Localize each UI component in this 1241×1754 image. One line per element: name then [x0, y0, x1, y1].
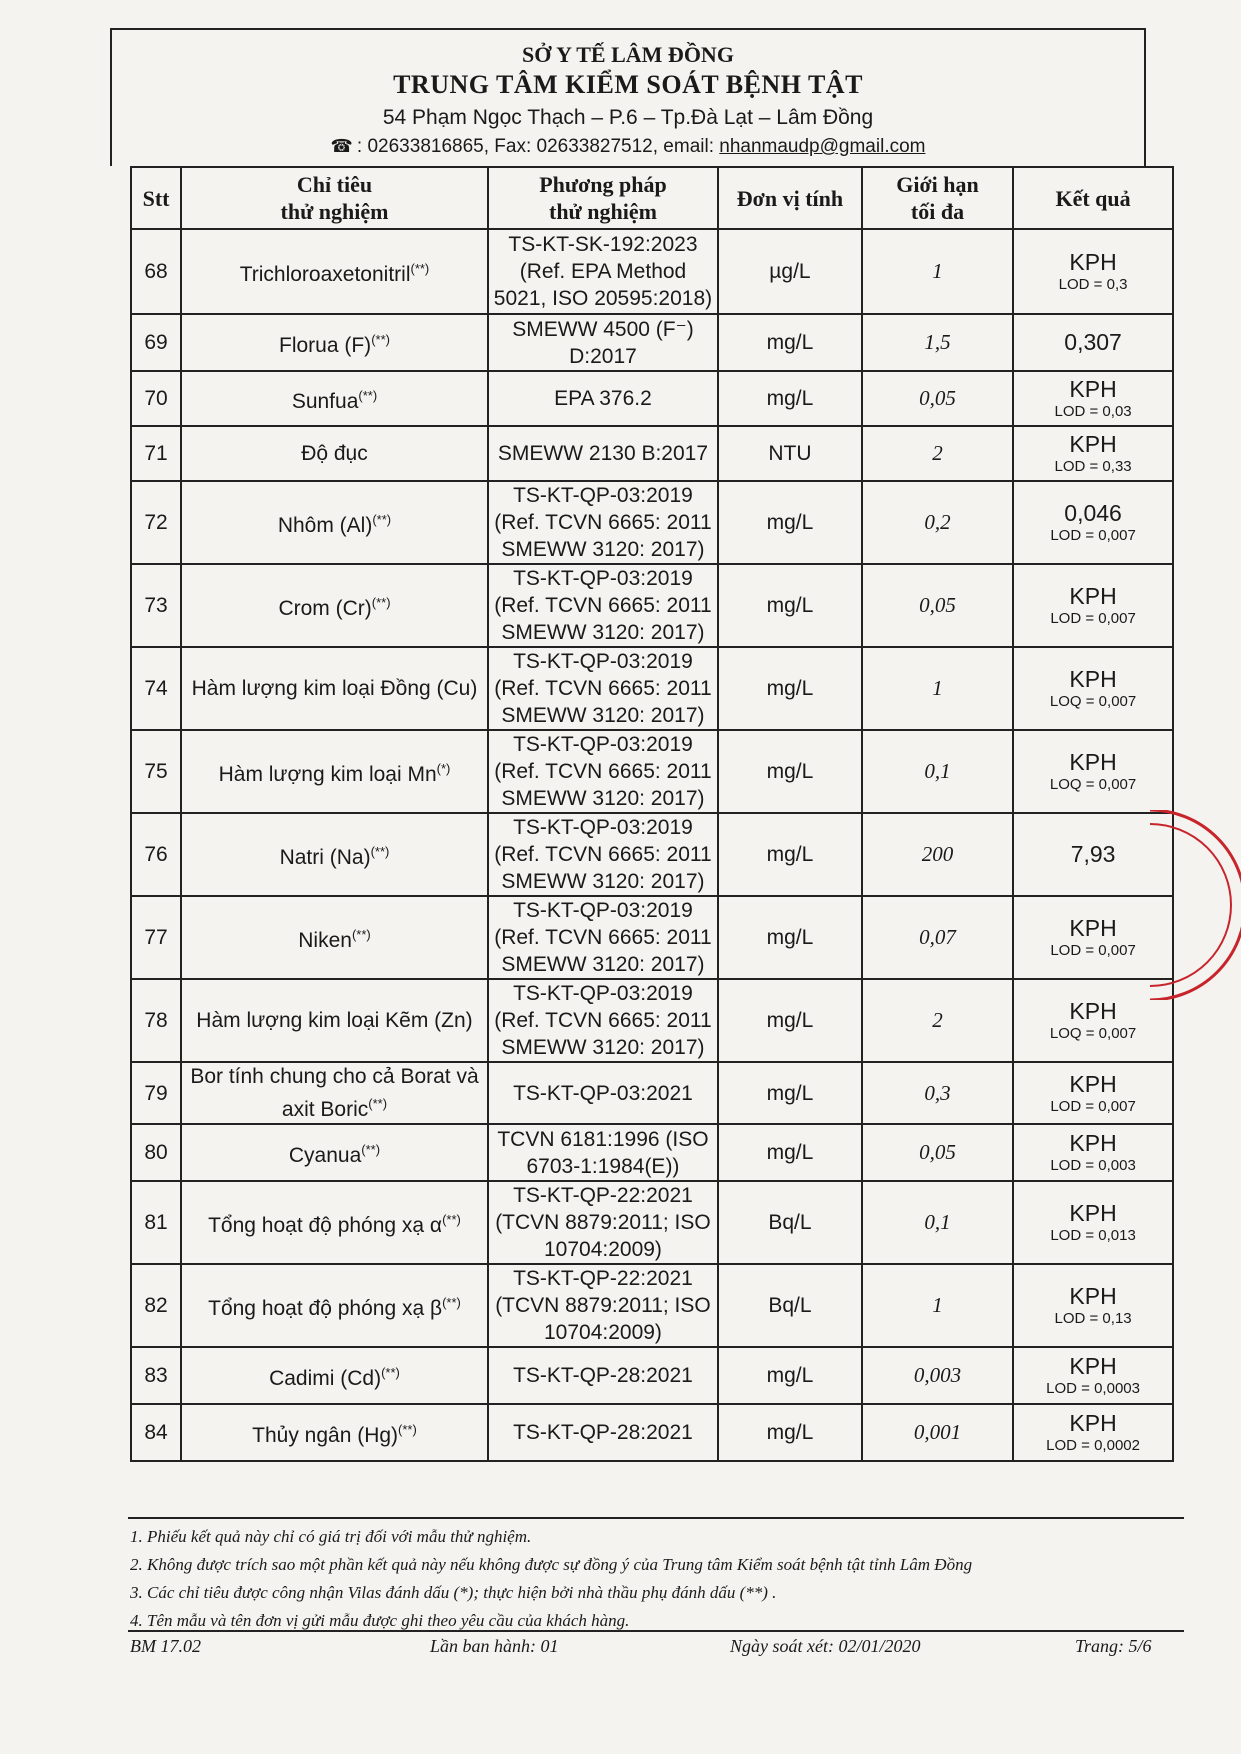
- form-code: BM 17.02: [130, 1636, 201, 1656]
- cell-stt: 74: [131, 647, 181, 730]
- cell-result: KPH LOD = 0,0003: [1013, 1347, 1173, 1404]
- cell-stt: 84: [131, 1404, 181, 1461]
- cell-result: KPH LOD = 0,3: [1013, 229, 1173, 314]
- note-item: 3. Các chỉ tiêu được công nhận Vilas đánh dấu (*); thực hiện bởi nhà thầu phụ đánh dấu (**) .: [130, 1583, 777, 1602]
- cell-method: TS-KT-QP-03:2019 (Ref. TCVN 6665: 2011 SMEWW 3120: 2017): [488, 730, 718, 813]
- cell-stt: 78: [131, 979, 181, 1062]
- cell-unit: µg/L: [718, 229, 862, 314]
- cell-stt: 77: [131, 896, 181, 979]
- document-header: [110, 28, 1146, 166]
- cell-method: TS-KT-QP-22:2021 (TCVN 8879:2011; ISO 10704:2009): [488, 1181, 718, 1264]
- cell-stt: 75: [131, 730, 181, 813]
- cell-stt: 73: [131, 564, 181, 647]
- cell-method: TS-KT-SK-192:2023 (Ref. EPA Method 5021, ISO 20595:2018): [488, 229, 718, 314]
- cell-indicator: Hàm lượng kim loại Đồng (Cu): [181, 647, 488, 730]
- cell-limit: 2: [862, 979, 1013, 1062]
- table-row: [131, 564, 1173, 647]
- cell-result: KPH LOQ = 0,007: [1013, 730, 1173, 813]
- cell-result: KPH LOD = 0,007: [1013, 564, 1173, 647]
- table-row: [131, 1124, 1173, 1181]
- table-row: [131, 481, 1173, 564]
- cell-method: TS-KT-QP-03:2019 (Ref. TCVN 6665: 2011 SMEWW 3120: 2017): [488, 979, 718, 1062]
- cell-stt: 81: [131, 1181, 181, 1264]
- table-body: [131, 229, 1173, 1461]
- cell-limit: 200: [862, 813, 1013, 896]
- cell-result: 0,046 LOD = 0,007: [1013, 481, 1173, 564]
- col-header-limit: Giới hạn tối đa: [862, 167, 1013, 229]
- cell-unit: Bq/L: [718, 1264, 862, 1347]
- cell-method: TCVN 6181:1996 (ISO 6703-1:1984(E)): [488, 1124, 718, 1181]
- cell-result: KPH LOD = 0,007: [1013, 896, 1173, 979]
- org-contact: [112, 136, 1144, 158]
- cell-limit: 0,1: [862, 730, 1013, 813]
- cell-unit: mg/L: [718, 564, 862, 647]
- cell-result: KPH LOD = 0,003: [1013, 1124, 1173, 1181]
- cell-limit: 0,05: [862, 371, 1013, 426]
- cell-result: KPH LOD = 0,007: [1013, 1062, 1173, 1124]
- cell-unit: mg/L: [718, 481, 862, 564]
- table-row: [131, 314, 1173, 371]
- cell-stt: 69: [131, 314, 181, 371]
- cell-result: 0,307: [1013, 314, 1173, 371]
- cell-method: TS-KT-QP-03:2019 (Ref. TCVN 6665: 2011 SMEWW 3120: 2017): [488, 564, 718, 647]
- cell-unit: mg/L: [718, 647, 862, 730]
- cell-indicator: Độ đục: [181, 426, 488, 481]
- cell-limit: 2: [862, 426, 1013, 481]
- cell-limit: 0,2: [862, 481, 1013, 564]
- cell-limit: 1: [862, 229, 1013, 314]
- cell-limit: 0,05: [862, 1124, 1013, 1181]
- cell-method: SMEWW 2130 B:2017: [488, 426, 718, 481]
- cell-limit: 1,5: [862, 314, 1013, 371]
- table-row: [131, 1062, 1173, 1124]
- cell-limit: 0,3: [862, 1062, 1013, 1124]
- cell-indicator: Sunfua(**): [181, 371, 488, 426]
- cell-unit: Bq/L: [718, 1181, 862, 1264]
- table-header-row: [131, 167, 1173, 229]
- cell-unit: mg/L: [718, 1347, 862, 1404]
- cell-limit: 0,003: [862, 1347, 1013, 1404]
- cell-result: KPH LOD = 0,03: [1013, 371, 1173, 426]
- footer-divider: [128, 1630, 1184, 1632]
- cell-result: KPH LOQ = 0,007: [1013, 979, 1173, 1062]
- cell-limit: 1: [862, 647, 1013, 730]
- cell-unit: mg/L: [718, 896, 862, 979]
- edition: Lần ban hành: 01: [430, 1636, 559, 1656]
- cell-method: TS-KT-QP-03:2019 (Ref. TCVN 6665: 2011 SMEWW 3120: 2017): [488, 896, 718, 979]
- cell-method: TS-KT-QP-28:2021: [488, 1404, 718, 1461]
- cell-indicator: Thủy ngân (Hg)(**): [181, 1404, 488, 1461]
- cell-unit: mg/L: [718, 1124, 862, 1181]
- cell-indicator: Hàm lượng kim loại Kẽm (Zn): [181, 979, 488, 1062]
- cell-unit: mg/L: [718, 371, 862, 426]
- cell-method: TS-KT-QP-03:2019 (Ref. TCVN 6665: 2011 SMEWW 3120: 2017): [488, 813, 718, 896]
- table-row: [131, 426, 1173, 481]
- cell-indicator: Tổng hoạt độ phóng xạ α(**): [181, 1181, 488, 1264]
- cell-stt: 76: [131, 813, 181, 896]
- cell-stt: 71: [131, 426, 181, 481]
- table-row: [131, 1264, 1173, 1347]
- contact-email: nhanmaudp@gmail.com: [719, 136, 926, 157]
- cell-method: TS-KT-QP-28:2021: [488, 1347, 718, 1404]
- cell-method: TS-KT-QP-03:2019 (Ref. TCVN 6665: 2011 SMEWW 3120: 2017): [488, 481, 718, 564]
- note-item: 2. Không được trích sao một phần kết quả này nếu không được sự đồng ý của Trung tâm Kiểm soát bệnh tật tỉnh Lâm Đồng: [130, 1555, 973, 1574]
- table-row: [131, 371, 1173, 426]
- cell-method: EPA 376.2: [488, 371, 718, 426]
- cell-limit: 0,1: [862, 1181, 1013, 1264]
- cell-indicator: Cyanua(**): [181, 1124, 488, 1181]
- table-row: [131, 730, 1173, 813]
- cell-unit: mg/L: [718, 730, 862, 813]
- cell-unit: mg/L: [718, 813, 862, 896]
- cell-limit: 1: [862, 1264, 1013, 1347]
- table-row: [131, 229, 1173, 314]
- org-address: 54 Phạm Ngọc Thạch – P.6 – Tp.Đà Lạt – Lâm Đồng: [382, 106, 874, 129]
- cell-unit: mg/L: [718, 314, 862, 371]
- cell-stt: 68: [131, 229, 181, 314]
- contact-numbers: : 02633816865, Fax: 02633827512, email:: [356, 136, 720, 157]
- col-header-stt: Stt: [131, 167, 181, 229]
- note-item: 4. Tên mẫu và tên đơn vị gửi mẫu được ghi theo yêu cầu của khách hàng.: [130, 1611, 630, 1630]
- notes-divider: [128, 1517, 1184, 1519]
- cell-indicator: Tổng hoạt độ phóng xạ β(**): [181, 1264, 488, 1347]
- cell-stt: 70: [131, 371, 181, 426]
- org-name: TRUNG TÂM KIỂM SOÁT BỆNH TẬT: [393, 70, 863, 99]
- table-row: [131, 896, 1173, 979]
- cell-indicator: Trichloroaxetonitril(**): [181, 229, 488, 314]
- cell-result: 7,93: [1013, 813, 1173, 896]
- cell-result: KPH LOD = 0,13: [1013, 1264, 1173, 1347]
- col-header-method: Phương pháp thử nghiệm: [488, 167, 718, 229]
- table-row: [131, 1347, 1173, 1404]
- cell-result: KPH LOD = 0,33: [1013, 426, 1173, 481]
- cell-stt: 83: [131, 1347, 181, 1404]
- cell-indicator: Natri (Na)(**): [181, 813, 488, 896]
- cell-method: SMEWW 4500 (F⁻) D:2017: [488, 314, 718, 371]
- cell-limit: 0,07: [862, 896, 1013, 979]
- cell-indicator: Hàm lượng kim loại Mn(*): [181, 730, 488, 813]
- red-stamp-seal: [1130, 810, 1241, 1000]
- table-row: [131, 647, 1173, 730]
- cell-result: KPH LOQ = 0,007: [1013, 647, 1173, 730]
- cell-indicator: Florua (F)(**): [181, 314, 488, 371]
- cell-result: KPH LOD = 0,0002: [1013, 1404, 1173, 1461]
- table-row: [131, 1404, 1173, 1461]
- cell-indicator: Cadimi (Cd)(**): [181, 1347, 488, 1404]
- col-header-unit: Đơn vị tính: [718, 167, 862, 229]
- cell-indicator: Nhôm (Al)(**): [181, 481, 488, 564]
- cell-indicator: Niken(**): [181, 896, 488, 979]
- cell-method: TS-KT-QP-03:2019 (Ref. TCVN 6665: 2011 SMEWW 3120: 2017): [488, 647, 718, 730]
- notes-section: [130, 1523, 1190, 1635]
- col-header-result: Kết quả: [1013, 167, 1173, 229]
- review-date: Ngày soát xét: 02/01/2020: [730, 1636, 921, 1656]
- cell-stt: 72: [131, 481, 181, 564]
- telephone-icon: ☎: [330, 136, 353, 156]
- cell-indicator: Bor tính chung cho cả Borat và axit Boric(**): [181, 1062, 488, 1124]
- page-number: Trang: 5/6: [1075, 1636, 1152, 1656]
- cell-stt: 79: [131, 1062, 181, 1124]
- cell-unit: NTU: [718, 426, 862, 481]
- table-row: [131, 1181, 1173, 1264]
- cell-unit: mg/L: [718, 1404, 862, 1461]
- cell-method: TS-KT-QP-22:2021 (TCVN 8879:2011; ISO 10704:2009): [488, 1264, 718, 1347]
- cell-stt: 80: [131, 1124, 181, 1181]
- table-row: [131, 979, 1173, 1062]
- cell-method: TS-KT-QP-03:2021: [488, 1062, 718, 1124]
- cell-stt: 82: [131, 1264, 181, 1347]
- cell-indicator: Crom (Cr)(**): [181, 564, 488, 647]
- table-row: [131, 813, 1173, 896]
- cell-limit: 0,05: [862, 564, 1013, 647]
- cell-limit: 0,001: [862, 1404, 1013, 1461]
- col-header-indicator: Chỉ tiêu thử nghiệm: [181, 167, 488, 229]
- results-table: [130, 166, 1174, 1462]
- note-item: 1. Phiếu kết quả này chỉ có giá trị đối với mẫu thử nghiệm.: [130, 1527, 532, 1546]
- org-parent-name: SỞ Y TẾ LÂM ĐỒNG: [522, 42, 734, 67]
- cell-unit: mg/L: [718, 979, 862, 1062]
- cell-result: KPH LOD = 0,013: [1013, 1181, 1173, 1264]
- cell-unit: mg/L: [718, 1062, 862, 1124]
